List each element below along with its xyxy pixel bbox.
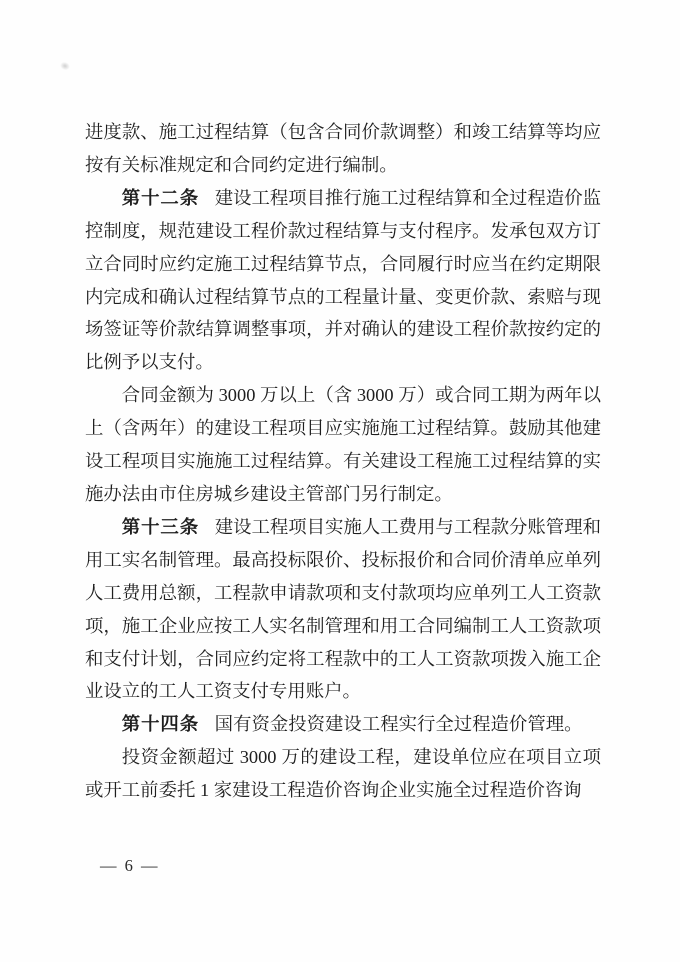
paragraph-article-14-cont [85,741,601,807]
paragraph-article-13 [85,511,601,708]
paragraph-article-14 [85,708,601,741]
document-body [85,116,601,807]
paragraph-text: 合同金额为 3000 万以上（含 3000 万）或合同工期为两年以上（含两年）的建设工程项目应实施施工过程结算。鼓励其他建设工程项目实施施工过程结算。有关建设工程施工过程结算的实施办法由市住房城乡建设主管部门另行制定。 [85,385,601,504]
paragraph-article-12-cont [85,379,601,511]
paragraph-text: 投资金额超过 3000 万的建设工程，建设单位应在项目立项或开工前委托 1 家建设工程造价咨询企业实施全过程造价咨询 [85,747,601,801]
article-13-heading: 第十三条 [121,515,200,537]
paragraph-article-12 [85,182,601,379]
paragraph-continuation [85,116,601,182]
scan-artifact [59,61,71,72]
page-number: — 6 — [100,856,160,875]
paragraph-text: 国有资金投资建设工程实行全过程造价管理。 [214,714,583,735]
paragraph-text: 建设工程项目实施人工费用与工程款分账管理和用工实名制管理。最高投标限价、投标报价和合同价清单应单列人工费用总额，工程款申请款项和支付款项均应单列工人工资款项，施工企业应按工人实名制管理和用工合同编制工人工资款项和支付计划，合同应约定将工程款中的工人工资款项拨入施工企业设立的工人工资支付专用账户。 [85,516,601,702]
article-14-heading: 第十四条 [121,713,200,735]
paragraph-text: 进度款、施工过程结算（包含合同价款调整）和竣工结算等均应按有关标准规定和合同约定进行编制。 [85,122,601,175]
paragraph-text: 建设工程项目推行施工过程结算和全过程造价监控制度，规范建设工程价款过程结算与支付程序。发承包双方订立合同时应约定施工过程结算节点，合同履行时应当在约定期限内完成和确认过程结算节点的工程量计量、变更价款、索赔与现场签证等价款结算调整事项，并对确认的建设工程价款按约定的比例予以支付。 [85,187,601,373]
article-12-heading: 第十二条 [121,186,200,208]
